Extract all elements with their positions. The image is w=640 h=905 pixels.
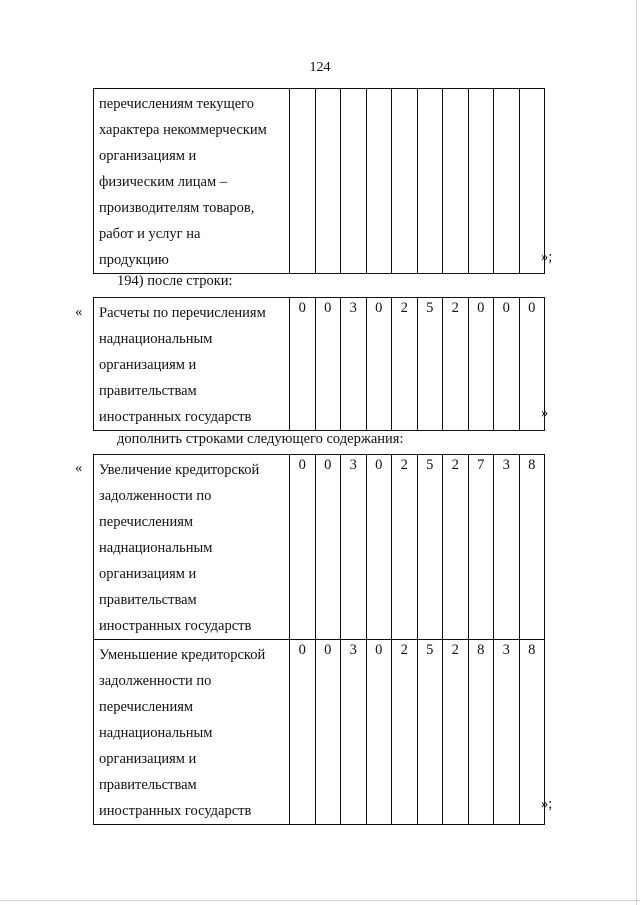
row-name-cell (94, 298, 290, 431)
paragraph-add-rows: дополнить строками следующего содержания: (117, 431, 404, 447)
name-line: правительствам (99, 383, 197, 399)
name-line: Уменьшение кредиторской (99, 647, 266, 663)
code-digit-cell: 0 (366, 298, 392, 431)
name-line: организациям и (99, 357, 197, 373)
name-line: наднациональным (99, 725, 213, 741)
name-line: работ и услуг на (99, 226, 201, 242)
name-line: иностранных государств (99, 803, 252, 819)
code-digit-cell (341, 89, 367, 274)
code-digit-cell: 0 (290, 640, 316, 825)
name-line: перечислениям (99, 514, 194, 530)
name-line: производителям товаров, (99, 200, 255, 216)
row-name-cell (94, 455, 290, 640)
name-line: организациям и (99, 148, 197, 164)
code-digit-cell: 3 (494, 640, 520, 825)
name-line: организациям и (99, 751, 197, 767)
scan-edge-right (636, 0, 637, 905)
code-digit-cell (315, 89, 341, 274)
table-row (94, 455, 545, 640)
opening-quote: « (75, 304, 83, 320)
closing-quote: » (541, 405, 549, 421)
table-row (94, 89, 545, 274)
code-digit-cell: 7 (468, 455, 494, 640)
name-line: перечислениям текущего (99, 96, 254, 112)
name-line: характера некоммерческим (99, 122, 267, 138)
closing-quote: »; (541, 249, 553, 265)
row-name-cell (94, 89, 290, 274)
code-digit-cell: 0 (315, 640, 341, 825)
name-line: наднациональным (99, 331, 213, 347)
name-line: правительствам (99, 777, 197, 793)
code-digit-cell (417, 89, 443, 274)
code-digit-cell: 0 (315, 298, 341, 431)
codes-table-existing-row (93, 297, 545, 431)
code-digit-cell: 2 (392, 298, 418, 431)
code-digit-cell: 0 (315, 455, 341, 640)
code-digit-cell (519, 89, 545, 274)
code-digit-cell: 3 (341, 640, 367, 825)
code-digit-cell: 2 (443, 455, 469, 640)
codes-table-new-rows (93, 454, 545, 825)
name-line: продукцию (99, 252, 169, 268)
name-line: Увеличение кредиторской (99, 462, 260, 478)
closing-quote: »; (541, 796, 553, 812)
page-number: 124 (309, 60, 331, 75)
code-digit-cell: 3 (494, 455, 520, 640)
code-digit-cell: 2 (443, 298, 469, 431)
name-line: организациям и (99, 566, 197, 582)
code-digit-cell: 8 (519, 455, 545, 640)
name-line: задолженности по (99, 673, 212, 689)
table-row (94, 298, 545, 431)
code-digit-cell: 2 (392, 455, 418, 640)
code-digit-cell: 5 (417, 298, 443, 431)
code-digit-cell: 0 (366, 455, 392, 640)
name-line: наднациональным (99, 540, 213, 556)
code-digit-cell (443, 89, 469, 274)
code-digit-cell: 5 (417, 640, 443, 825)
name-line: задолженности по (99, 488, 212, 504)
name-line: физическим лицам – (99, 174, 228, 190)
row-name-cell (94, 640, 290, 825)
code-digit-cell (366, 89, 392, 274)
code-digit-cell: 0 (494, 298, 520, 431)
scan-edge-bottom (0, 900, 640, 901)
code-digit-cell: 2 (443, 640, 469, 825)
code-digit-cell: 3 (341, 455, 367, 640)
code-digit-cell: 5 (417, 455, 443, 640)
code-digit-cell: 0 (366, 640, 392, 825)
name-line: иностранных государств (99, 618, 252, 634)
opening-quote: « (75, 460, 83, 476)
name-line: иностранных государств (99, 409, 252, 425)
table-row (94, 640, 545, 825)
code-digit-cell: 8 (519, 640, 545, 825)
code-digit-cell (468, 89, 494, 274)
codes-table-continuation (93, 88, 545, 274)
code-digit-cell: 0 (290, 298, 316, 431)
code-digit-cell: 2 (392, 640, 418, 825)
code-digit-cell: 3 (341, 298, 367, 431)
name-line: правительствам (99, 592, 197, 608)
code-digit-cell: 0 (519, 298, 545, 431)
name-line: перечислениям (99, 699, 194, 715)
code-digit-cell (290, 89, 316, 274)
name-line: Расчеты по перечислениям (99, 305, 266, 321)
code-digit-cell (494, 89, 520, 274)
code-digit-cell: 0 (290, 455, 316, 640)
code-digit-cell: 8 (468, 640, 494, 825)
code-digit-cell (392, 89, 418, 274)
code-digit-cell: 0 (468, 298, 494, 431)
paragraph-194: 194) после строки: (117, 273, 233, 289)
